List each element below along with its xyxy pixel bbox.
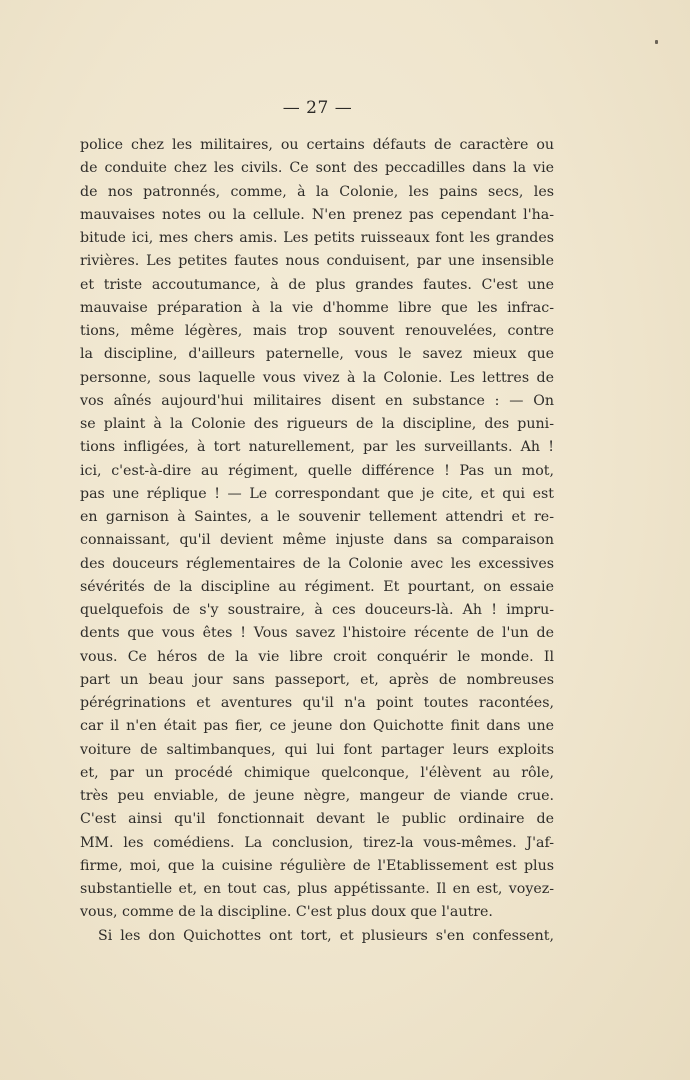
text-line: C'est ainsi qu'il fonctionnait devant le public ordinaire de (80, 811, 554, 828)
text-line: MM. les comédiens. La conclusion, tirez-la vous-mêmes. J'af- (80, 834, 554, 851)
text-line: mauvaises notes ou la cellule. N'en prenez pas cependant l'ha- (80, 206, 554, 223)
text-line: pérégrinations et aventures qu'il n'a point toutes racontées, (80, 695, 554, 711)
text-line: personne, sous laquelle vous vivez à la Colonie. Les lettres de (80, 369, 554, 386)
text-line: et, par un procédé chimique quelconque, l'élèvent au rôle, (80, 764, 554, 781)
text-line: et triste accoutumance, à de plus grandes fautes. C'est une (80, 276, 554, 293)
text-line: de conduite chez les civils. Ce sont des peccadilles dans la vie (80, 160, 554, 177)
text-line: bitude ici, mes chers amis. Les petits ruisseaux font les grandes (80, 230, 554, 246)
page-number: — 27 — (282, 98, 353, 118)
text-line: en garnison à Saintes, a le souvenir tellement attendri et re- (80, 509, 554, 525)
text-line: sévérités de la discipline au régiment. Et pourtant, on essaie (80, 578, 554, 595)
text-line: se plaint à la Colonie des rigueurs de la discipline, des puni- (80, 416, 554, 432)
text-line: substantielle et, en tout cas, plus appétissante. Il en est, voyez- (80, 881, 554, 897)
text-line: mauvaise préparation à la vie d'homme libre que les infrac- (80, 299, 554, 316)
text-line: quelquefois de s'y soustraire, à ces douceurs-là. Ah ! impru- (80, 602, 554, 618)
text-line: connaissant, qu'il devient même injuste dans sa comparaison (80, 532, 554, 549)
text-line: part un beau jour sans passeport, et, après de nombreuses (80, 671, 554, 688)
text-line: tions infligées, à tort naturellement, par les surveillants. Ah ! (80, 439, 554, 456)
text-line: rivières. Les petites fautes nous conduisent, par une insensible (80, 253, 554, 270)
text-line: pas une réplique ! — Le correspondant que je cite, et qui est (80, 485, 554, 502)
text-line: Si les don Quichottes ont tort, et plusieurs s'en confessent, (98, 927, 554, 944)
text-line: firme, moi, que la cuisine régulière de l'Etablissement est plus (80, 857, 554, 874)
text-line: des douceurs réglementaires de la Colonie avec les excessives (80, 555, 554, 572)
text-line: la discipline, d'ailleurs paternelle, vous le savez mieux que (80, 346, 554, 363)
text-line: très peu enviable, de jeune nègre, mangeur de viande crue. (80, 788, 554, 804)
text-line: police chez les militaires, ou certains défauts de caractère ou (80, 137, 554, 153)
text-line: tions, même légères, mais trop souvent renouvelées, contre (80, 323, 554, 339)
text-line: vous. Ce héros de la vie libre croit conquérir le monde. Il (80, 648, 554, 665)
text-line: car il n'en était pas fier, ce jeune don Quichotte finit dans une (80, 718, 554, 735)
text-line: voiture de saltimbanques, qui lui font partager leurs exploits (80, 741, 554, 758)
text-line: vous, comme de la discipline. C'est plus doux que l'autre. (80, 904, 493, 921)
paper-speck (655, 40, 658, 44)
text-line: ici, c'est-à-dire au régiment, quelle différence ! Pas un mot, (80, 462, 554, 479)
text-line: dents que vous êtes ! Vous savez l'histoire récente de l'un de (80, 625, 554, 642)
body-text (80, 134, 554, 948)
text-line: vos aînés aujourd'hui militaires disent en substance : — On (80, 392, 554, 409)
text-line: de nos patronnés, comme, à la Colonie, les pains secs, les (80, 183, 554, 200)
